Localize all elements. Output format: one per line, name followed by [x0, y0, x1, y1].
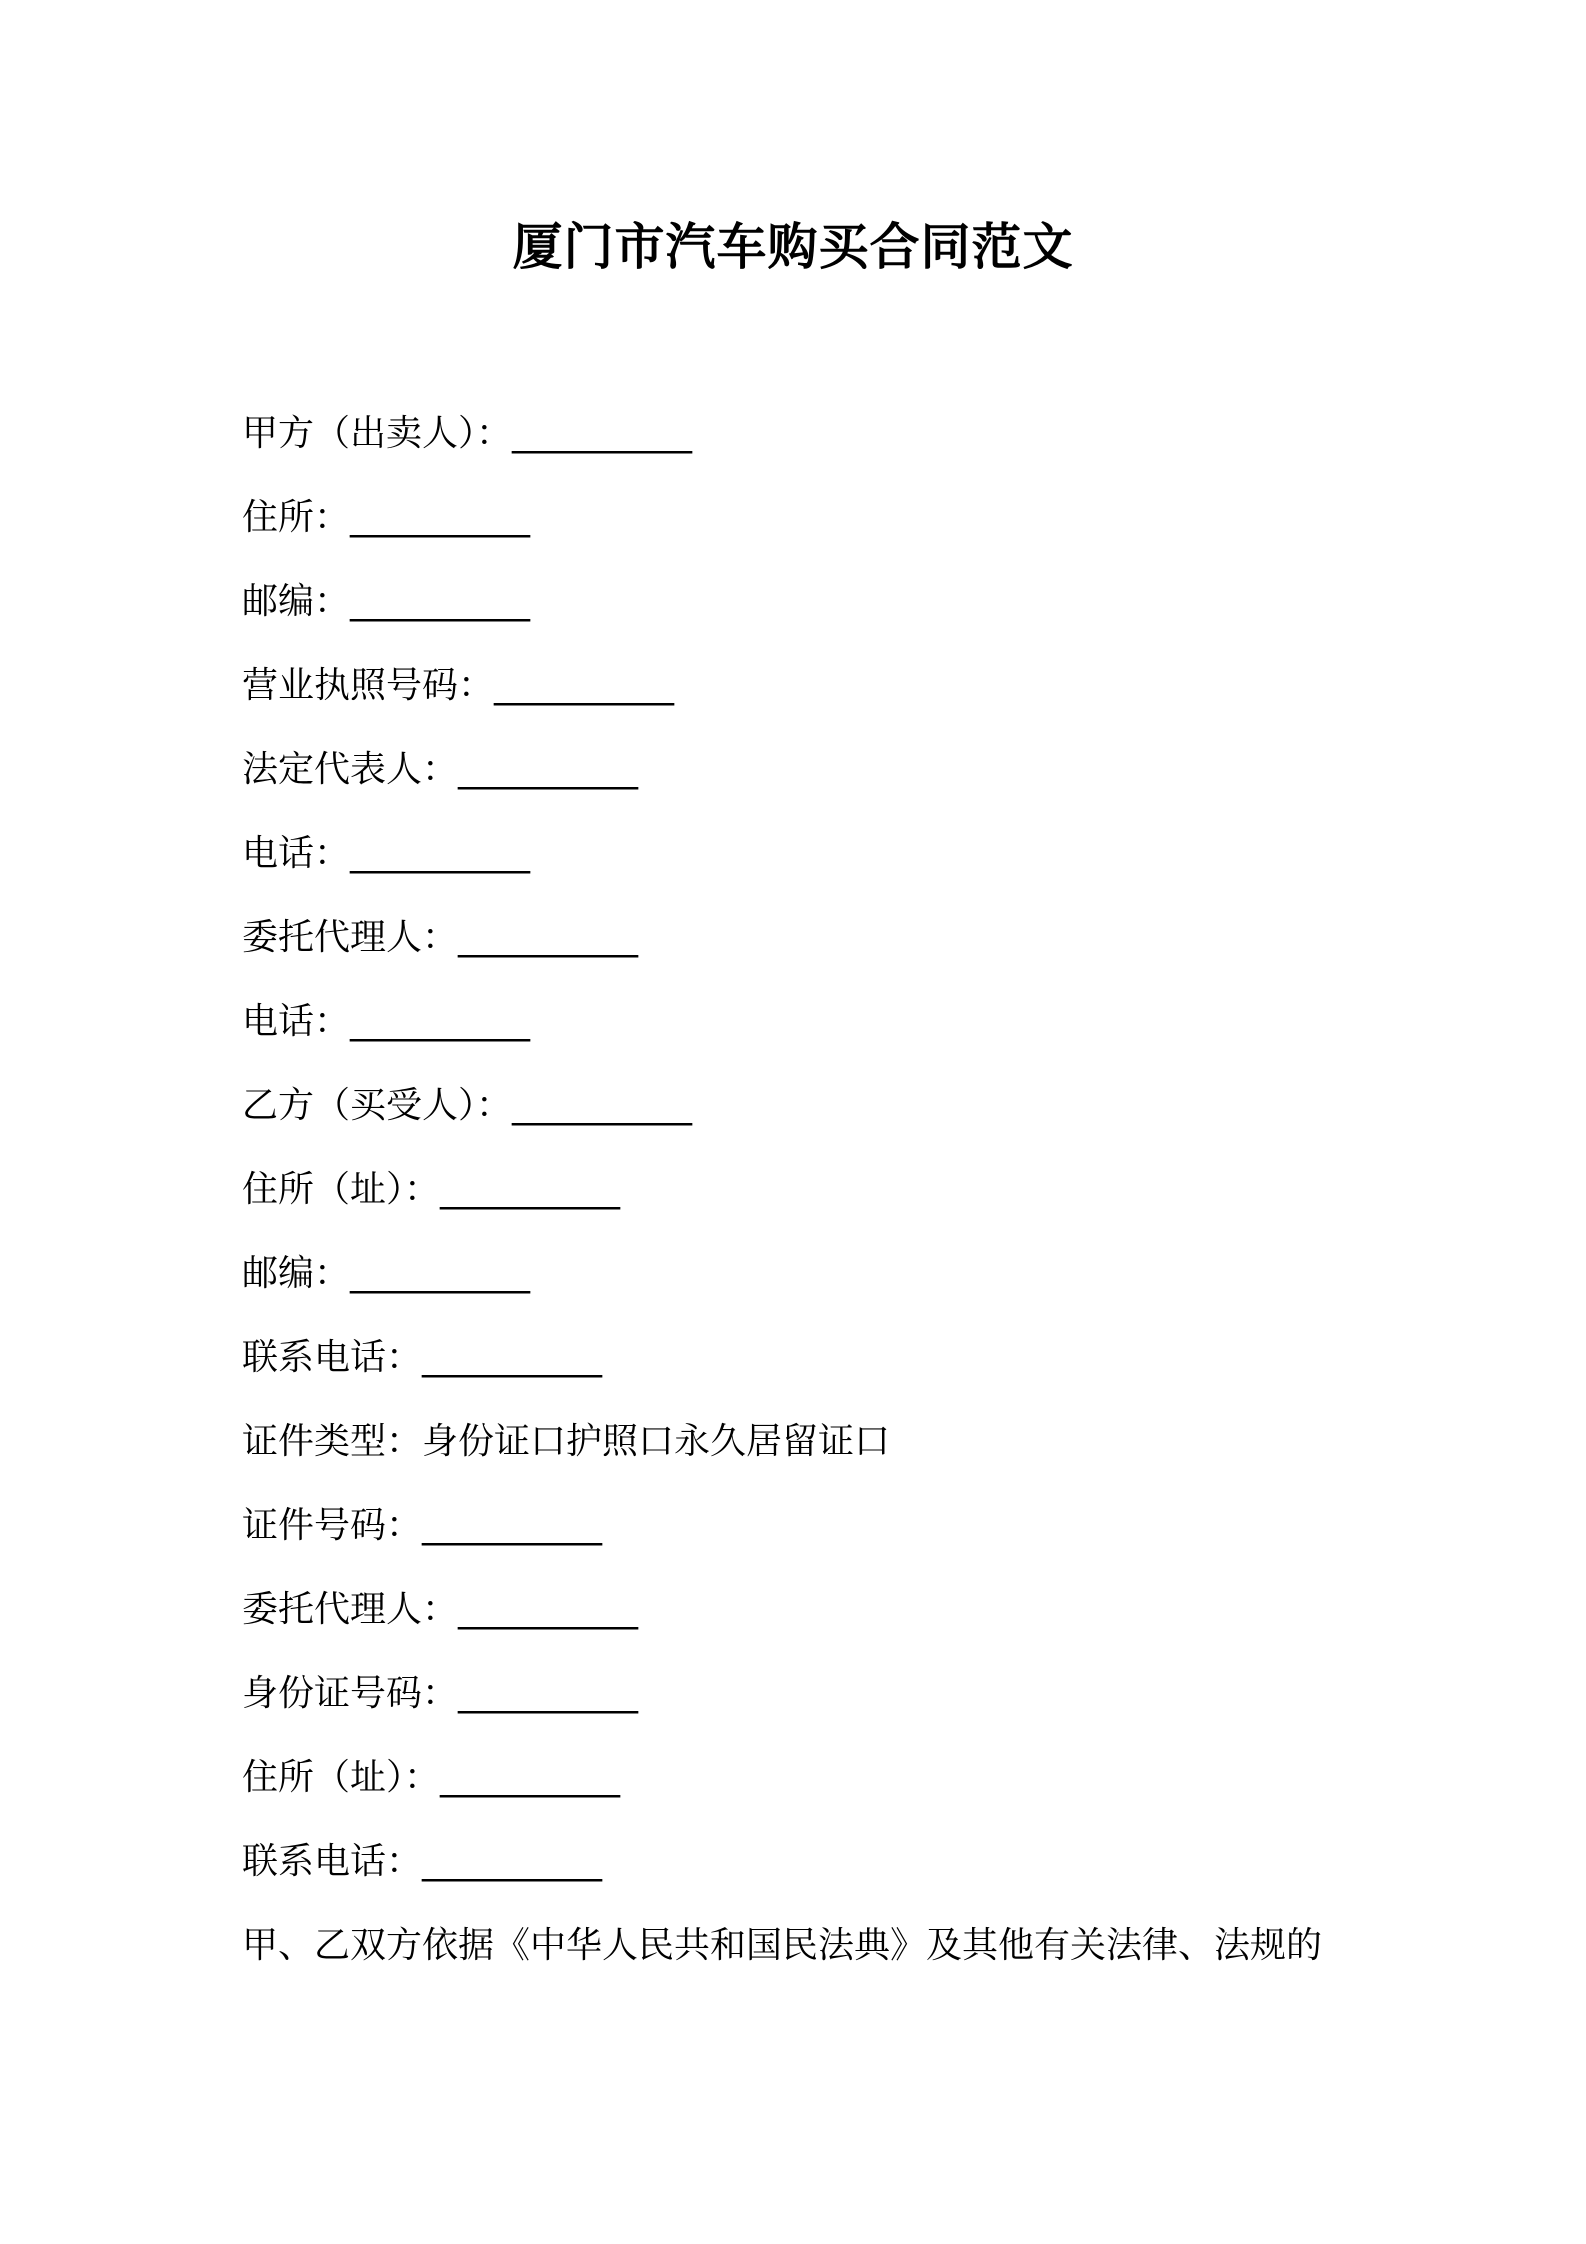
field-seller-agent [242, 908, 1442, 992]
field-buyer-phone [242, 1328, 1442, 1412]
field-agent-address-text: 住所（址）：__________ [242, 1757, 621, 1798]
field-buyer-agent [242, 1580, 1442, 1664]
field-id-number-text: 证件号码：__________ [242, 1505, 603, 1546]
field-agent-address [242, 1748, 1442, 1832]
contract-preamble [242, 1916, 1442, 2000]
field-legal-representative-text: 法定代表人：__________ [242, 749, 639, 790]
field-agent-phone-text: 联系电话：__________ [242, 1841, 603, 1882]
field-buyer-phone-text: 联系电话：__________ [242, 1337, 603, 1378]
field-seller-phone [242, 824, 1442, 908]
field-seller-agent-phone [242, 992, 1442, 1076]
field-seller [242, 404, 1442, 488]
field-seller-text: 甲方（出卖人）：__________ [242, 413, 693, 454]
field-id-type [242, 1412, 1442, 1496]
document-title: 厦门市汽车购买合同范文 [512, 218, 1074, 276]
field-seller-phone-text: 电话：__________ [242, 833, 531, 874]
field-agent-id-number-text: 身份证号码：__________ [242, 1673, 639, 1714]
field-seller-agent-text: 委托代理人：__________ [242, 917, 639, 958]
field-agent-id-number [242, 1664, 1442, 1748]
field-id-number [242, 1496, 1442, 1580]
field-buyer-postcode-text: 邮编：__________ [242, 1253, 531, 1294]
field-business-license [242, 656, 1442, 740]
field-seller-agent-phone-text: 电话：__________ [242, 1001, 531, 1042]
field-legal-representative [242, 740, 1442, 824]
field-seller-postcode-text: 邮编：__________ [242, 581, 531, 622]
field-buyer-text: 乙方（买受人）：__________ [242, 1085, 693, 1126]
field-buyer-postcode [242, 1244, 1442, 1328]
field-seller-address [242, 488, 1442, 572]
field-agent-phone [242, 1832, 1442, 1916]
field-buyer-agent-text: 委托代理人：__________ [242, 1589, 639, 1630]
contract-party-fields [242, 404, 1442, 2000]
field-buyer [242, 1076, 1442, 1160]
field-business-license-text: 营业执照号码：__________ [242, 665, 675, 706]
field-buyer-address [242, 1160, 1442, 1244]
contract-preamble-text: 甲、乙双方依据《中华人民共和国民法典》及其他有关法律、法规的 [242, 1925, 1323, 1966]
field-seller-address-text: 住所：__________ [242, 497, 531, 538]
field-buyer-address-text: 住所（址）：__________ [242, 1169, 621, 1210]
field-id-type-text: 证件类型：身份证口护照口永久居留证口 [242, 1421, 891, 1462]
field-seller-postcode [242, 572, 1442, 656]
